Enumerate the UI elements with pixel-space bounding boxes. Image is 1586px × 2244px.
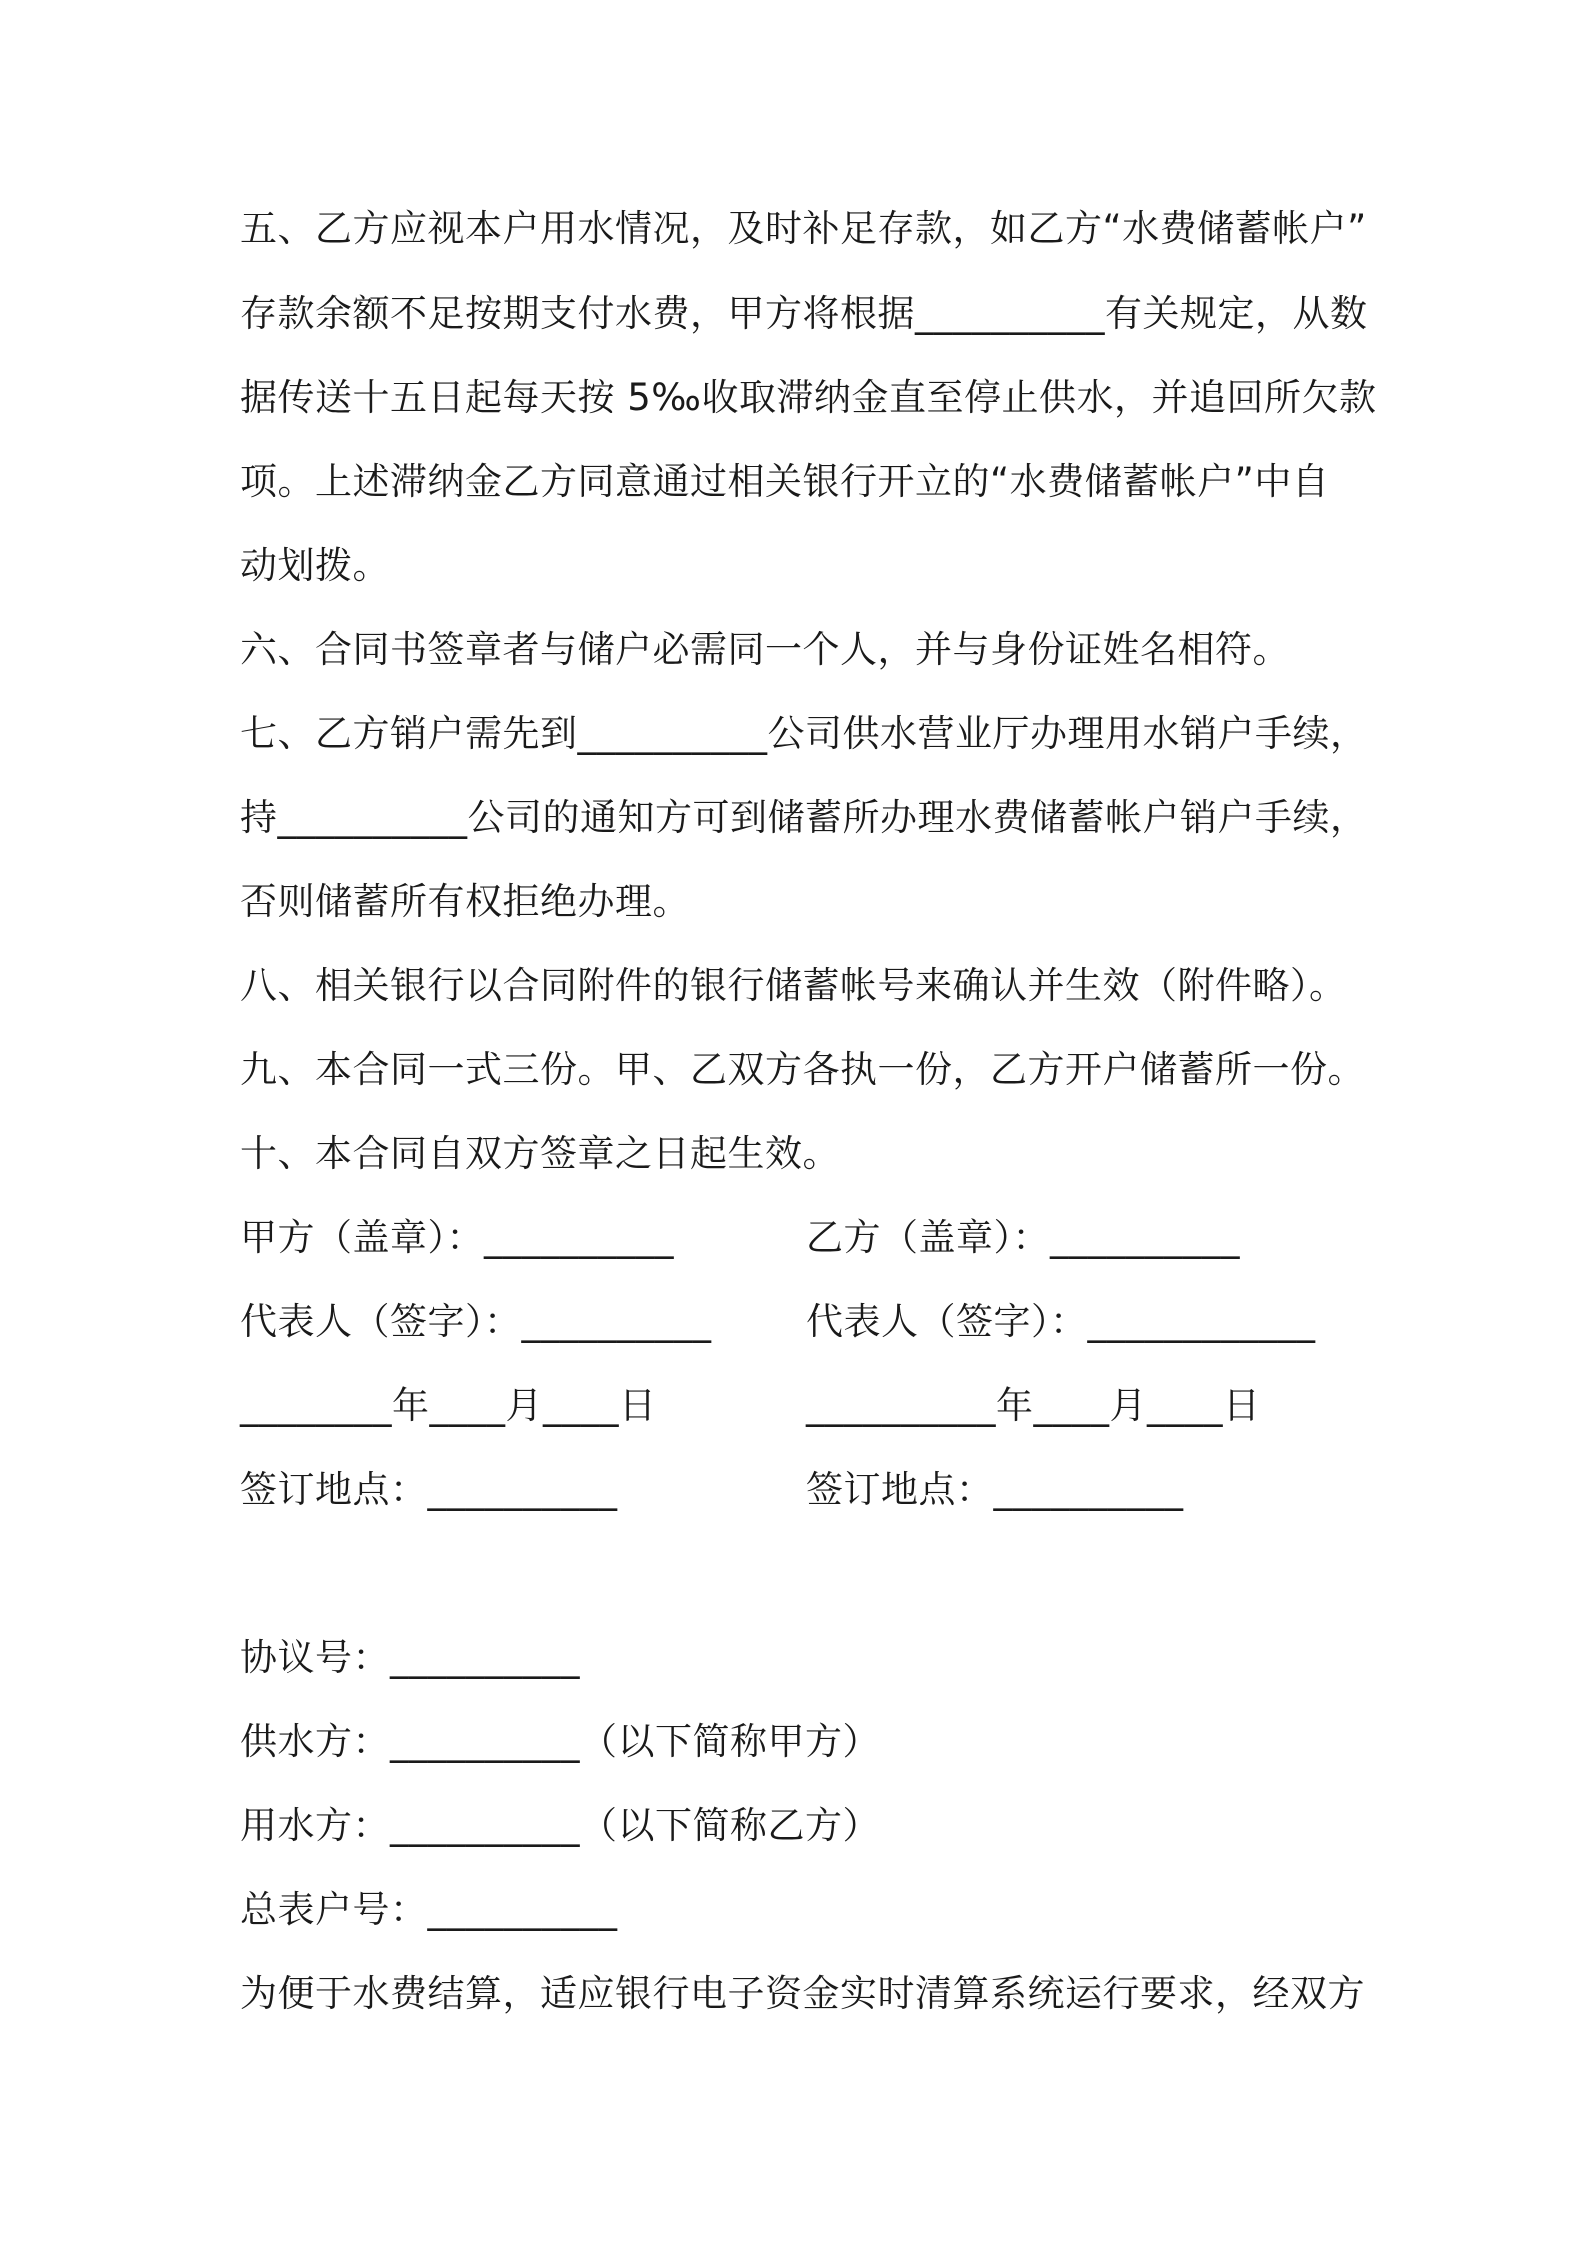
water-supplier: 供水方：__________（以下简称甲方） xyxy=(240,1720,880,1763)
clause-7-line-3: 否则储蓄所有权拒绝办理。 xyxy=(240,880,690,923)
clause-9: 九、本合同一式三份。甲、乙双方各执一份，乙方开户储蓄所一份。 xyxy=(240,1048,1365,1091)
party-a-date: ________年____月____日 xyxy=(240,1384,657,1427)
clause-5-line-2: 存款余额不足按期支付水费，甲方将根据__________有关规定，从数 xyxy=(240,292,1368,335)
party-a-representative: 代表人（签字）：__________ xyxy=(240,1300,712,1343)
party-a-seal: 甲方（盖章）：__________ xyxy=(240,1216,674,1259)
party-b-date: __________年____月____日 xyxy=(806,1384,1261,1427)
clause-5-line-5: 动划拨。 xyxy=(240,544,390,587)
party-b-representative: 代表人（签字）：____________ xyxy=(806,1300,1316,1343)
master-meter-number: 总表户号：__________ xyxy=(240,1888,618,1931)
clause-5-line-3: 据传送十五日起每天按 5‰收取滞纳金直至停止供水，并追回所欠款 xyxy=(240,376,1377,419)
clause-6: 六、合同书签章者与储户必需同一个人，并与身份证姓名相符。 xyxy=(240,628,1290,671)
clause-5-line-1: 五、乙方应视本户用水情况，及时补足存款，如乙方“水费储蓄帐户” xyxy=(240,207,1367,250)
clause-7-line-2: 持__________公司的通知方可到储蓄所办理水费储蓄帐户销户手续， xyxy=(240,796,1368,839)
water-user: 用水方：__________（以下简称乙方） xyxy=(240,1804,880,1847)
party-b-seal: 乙方（盖章）：__________ xyxy=(806,1216,1240,1259)
clause-5-line-4: 项。上述滞纳金乙方同意通过相关银行开立的“水费储蓄帐户”中自 xyxy=(240,460,1330,503)
contract-intro: 为便于水费结算，适应银行电子资金实时清算系统运行要求，经双方 xyxy=(240,1972,1365,2015)
clause-7-line-1: 七、乙方销户需先到__________公司供水营业厅办理用水销户手续， xyxy=(240,712,1368,755)
document-page xyxy=(240,0,1377,2244)
clause-10: 十、本合同自双方签章之日起生效。 xyxy=(240,1132,840,1175)
agreement-number: 协议号：__________ xyxy=(240,1636,580,1679)
clause-8: 八、相关银行以合同附件的银行储蓄帐号来确认并生效（附件略）。 xyxy=(240,964,1347,1007)
party-a-signing-place: 签订地点：__________ xyxy=(240,1468,618,1511)
party-b-signing-place: 签订地点：__________ xyxy=(806,1468,1184,1511)
